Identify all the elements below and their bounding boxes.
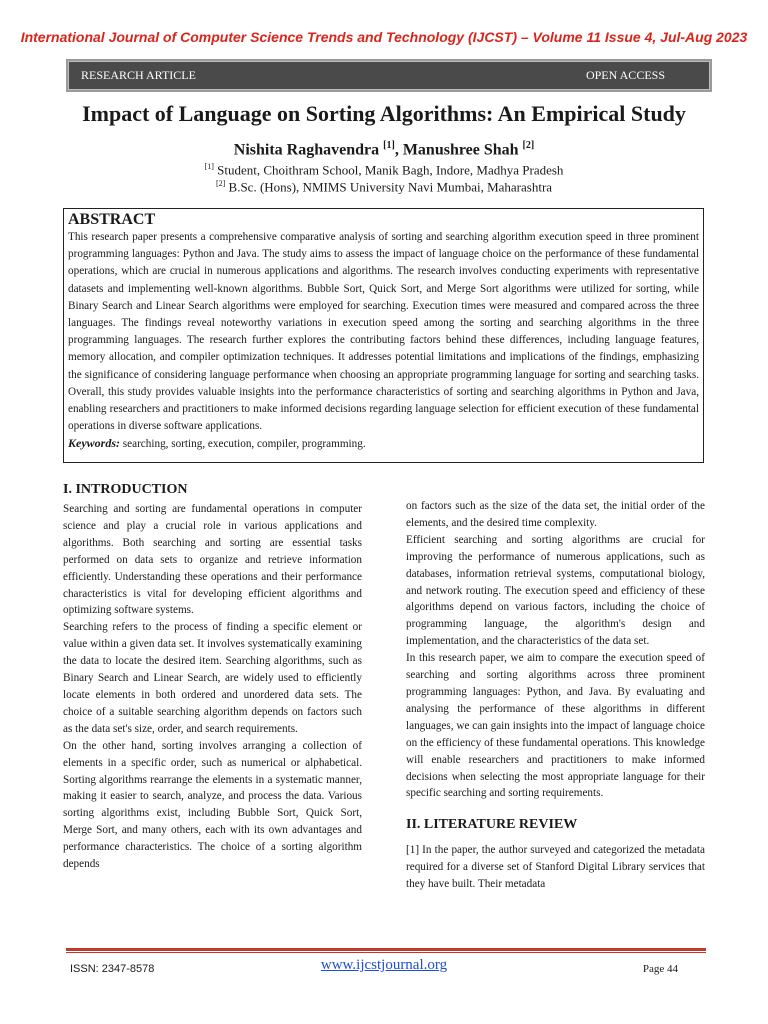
abstract-heading: ABSTRACT: [68, 211, 156, 228]
affiliation-1: [0, 162, 768, 178]
paragraph: [1] In the paper, the author surveyed and categorized the metadata required for a diverse set of Stanford Digital Library services that they have built. Their metadata: [406, 844, 705, 891]
affiliation-mark: [1]: [204, 162, 214, 171]
author-list: [0, 140, 768, 159]
footer-rule: [66, 948, 706, 951]
paragraph: on factors such as the size of the data set, the initial order of the elements, and the desired time complexity.: [406, 500, 705, 529]
affiliation-mark: [2]: [215, 179, 226, 188]
keywords-label: Keywords:: [68, 436, 120, 451]
left-column: [63, 481, 362, 873]
paper-title: Impact of Language on Sorting Algorithms: An Empirical Study: [82, 101, 686, 126]
footer-rule-thin: [66, 952, 706, 953]
paragraph: Searching refers to the process of finding a specific element or value within a given data set. It involves systematically examining the data to locate the desired item. Searching algorithms, such as Binary Search and Linear Search, are widely used to efficiently locate elements in both ordered and unordered data sets. The choice of a suitable searching algorithm depends on factors such as the data set's size, order, and search requirements.: [63, 621, 362, 735]
research-article-label: RESEARCH ARTICLE: [81, 68, 196, 82]
author-separator: ,: [394, 141, 403, 159]
affiliation-2: [0, 179, 768, 195]
journal-website-link[interactable]: www.ijcstjournal.org: [320, 957, 448, 973]
affiliation-text: B.Sc. (Hons), NMIMS University Navi Mumbai, Maharashtra: [225, 179, 553, 195]
author-mark: [2]: [522, 140, 535, 151]
paragraph: Searching and sorting are fundamental operations in computer science and play a crucial role in various applications and algorithms. Both searching and sorting are essential tasks performed on data sets to organize and retrieve information efficiently. Understanding these operations and their performance characteristics is vital for developing efficient algorithms and optimizing software systems.: [63, 503, 362, 617]
abstract-box: [63, 208, 704, 463]
keywords-list: searching, sorting, execution, compiler, programming.: [120, 438, 366, 451]
section-heading-literature-review: II. LITERATURE REVIEW: [406, 817, 578, 833]
paragraph: On the other hand, sorting involves arranging a collection of elements in a specific order, such as numerical or alphabetical. Sorting algorithms rearrange the elements in a systematic manner, making it easier to search, analyze, and process the data. Various sorting algorithms exist, including Bubble Sort, Quick Sort, Merge Sort, and many others, each with its own advantages and performance characteristics. The choice of a sorting algorithm depends: [63, 739, 362, 871]
section-heading-introduction: I. INTRODUCTION: [63, 482, 188, 497]
article-banner: [68, 61, 710, 90]
affiliation-text: Student, Choithram School, Manik Bagh, Indore, Madhya Pradesh: [213, 162, 564, 178]
paragraph: In this research paper, we aim to compare the execution speed of searching and sorting algorithms across three prominent programming languages: Python, and Java. By evaluating and analysing the performance of these algorithms in different languages, we can gain insights into the impact of language choice on the efficiency of these fundamental operations. This knowledge will enable researchers and practitioners to make informed decisions when selecting the most appropriate language for their specific searching and sorting requirements.: [406, 652, 705, 800]
author-mark: [1]: [383, 140, 395, 151]
paragraph: Efficient searching and sorting algorithms are crucial for improving the performance of numerous applications, such as databases, information retrieval systems, computational biology, and network routing. The execution speed and efficiency of these algorithms depend on various factors, including the choice of programming language, the algorithm's design and implementation, and the characteristics of the data set.: [406, 533, 705, 648]
page-number: Page 44: [642, 963, 678, 975]
keywords: [68, 435, 699, 453]
author-name: Nishita Raghavendra: [233, 141, 384, 159]
right-column: [406, 498, 705, 893]
open-access-label: OPEN ACCESS: [585, 68, 665, 82]
author-name: Manushree Shah: [402, 141, 523, 159]
journal-header: International Journal of Computer Science Trends and Technology (IJCST) – Volume 11 Issue 4, Jul-Aug 2023: [20, 29, 748, 45]
issn: ISSN: 2347-8578: [70, 963, 155, 975]
abstract-body: This research paper presents a comprehensive comparative analysis of sorting and searching algorithm execution speed in three prominent programming languages: Python and Java. The study aims to assess the impact of language choice on the performance of these fundamental operations, which are crucial in numerous applications and algorithms. The research involves conducting experiments with representative datasets and implementing well-known algorithms. Bubble Sort, Quick Sort, and Merge Sort algorithms were utilized for sorting, while Binary Search and Linear Search algorithms were employed for searching. Execution times were measured and compared across the three languages. The findings reveal noteworthy variations in execution speed among the sorting and searching algorithms in the three programming languages. The research further explores the contributing factors behind these differences, including language features, memory allocation, and compiler optimization techniques. It addresses potential limitations and implications of the findings, emphasizing the significance of considering language performance when choosing an appropriate programming language for sorting and searching tasks. Overall, this study provides valuable insights into the performance characteristics of sorting and searching algorithms in Python and Java, enabling researchers and practitioners to make informed decisions regarding language selection for efficient execution of these fundamental operations in diverse software applications.: [68, 231, 699, 433]
